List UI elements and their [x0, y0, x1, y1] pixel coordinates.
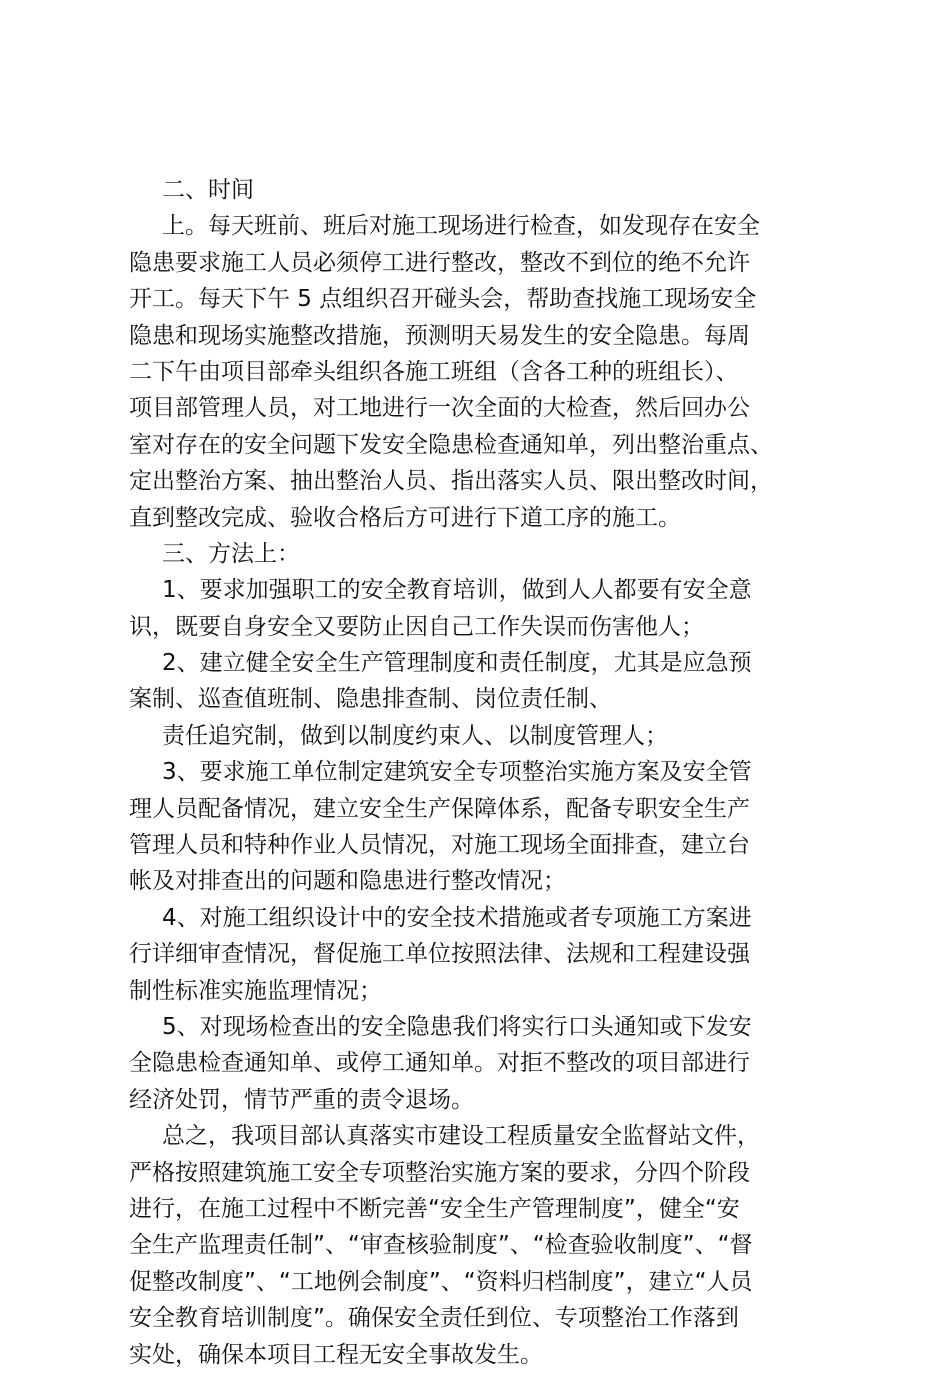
- text-line: 行详细审查情况，督促施工单位按照法律、法规和工程建设强: [129, 941, 750, 968]
- text-line: 隐患要求施工人员必须停工进行整改，整改不到位的绝不允许: [129, 249, 750, 276]
- text-line: 隐患和现场实施整改措施，预测明天易发生的安全隐患。每周: [129, 322, 750, 349]
- text-line: 总之，我项目部认真落实市建设工程质量安全监督站文件，: [162, 1123, 760, 1150]
- text-line: 理人员配备情况，建立安全生产保障体系，配备专职安全生产: [129, 795, 750, 822]
- text-line: 识，既要自身安全又要防止因自己工作失误而伤害他人；: [129, 613, 704, 640]
- text-line: 经济处罚，情节严重的责令退场。: [129, 1086, 474, 1113]
- text-line: 直到整改完成、验收合格后方可进行下道工序的施工。: [129, 504, 681, 531]
- document-body: [129, 172, 829, 1373]
- text-line: 室对存在的安全问题下发安全隐患检查通知单，列出整治重点、: [129, 431, 773, 458]
- text-line: 上。每天班前、班后对施工现场进行检查，如发现存在安全: [162, 213, 760, 240]
- text-line: 二下午由项目部牵头组织各施工班组（含各工种的班组长）、: [129, 358, 739, 385]
- text-line: 责任追究制，做到以制度约束人、以制度管理人；: [162, 722, 668, 749]
- text-line: 实处，确保本项目工程无安全事故发生。: [129, 1341, 543, 1368]
- text-line: 三、方法上：: [162, 540, 300, 567]
- text-line: 2、建立健全安全生产管理制度和责任制度，尤其是应急预: [162, 650, 752, 677]
- text-line: 案制、巡查值班制、隐患排查制、岗位责任制、: [129, 686, 612, 713]
- text-line: 1、要求加强职工的安全教育培训，做到人人都要有安全意: [162, 577, 752, 604]
- text-line: 安全教育培训制度”。确保安全责任到位、专项整治工作落到: [129, 1305, 739, 1332]
- text-line: 开工。每天下午 5 点组织召开碰头会，帮助查找施工现场安全: [129, 286, 757, 313]
- text-line: 定出整治方案、抽出整治人员、指出落实人员、限出整改时间，: [129, 468, 773, 495]
- text-line: 促整改制度”、“工地例会制度”、“资料归档制度”，建立“人员: [129, 1268, 753, 1295]
- text-line: 项目部管理人员，对工地进行一次全面的大检查，然后回办公: [129, 395, 750, 422]
- text-line: 进行，在施工过程中不断完善“安全生产管理制度”，健全“安: [129, 1195, 740, 1222]
- text-line: 5、对现场检查出的安全隐患我们将实行口头通知或下发安: [162, 1013, 752, 1040]
- text-line: 3、要求施工单位制定建筑安全专项整治实施方案及安全管: [162, 759, 752, 786]
- text-line: 4、对施工组织设计中的安全技术措施或者专项施工方案进: [162, 904, 752, 931]
- text-line: 全隐患检查通知单、或停工通知单。对拒不整改的项目部进行: [129, 1050, 750, 1077]
- text-line: 管理人员和特种作业人员情况，对施工现场全面排查，建立台: [129, 832, 750, 859]
- text-line: 制性标准实施监理情况；: [129, 977, 382, 1004]
- text-line: 严格按照建筑施工安全专项整治实施方案的要求，分四个阶段: [129, 1159, 750, 1186]
- text-line: 全生产监理责任制”、“审查核验制度”、“检查验收制度”、“督: [129, 1232, 753, 1259]
- text-line: 二、时间: [162, 177, 254, 203]
- text-line: 帐及对排查出的问题和隐患进行整改情况；: [129, 868, 566, 895]
